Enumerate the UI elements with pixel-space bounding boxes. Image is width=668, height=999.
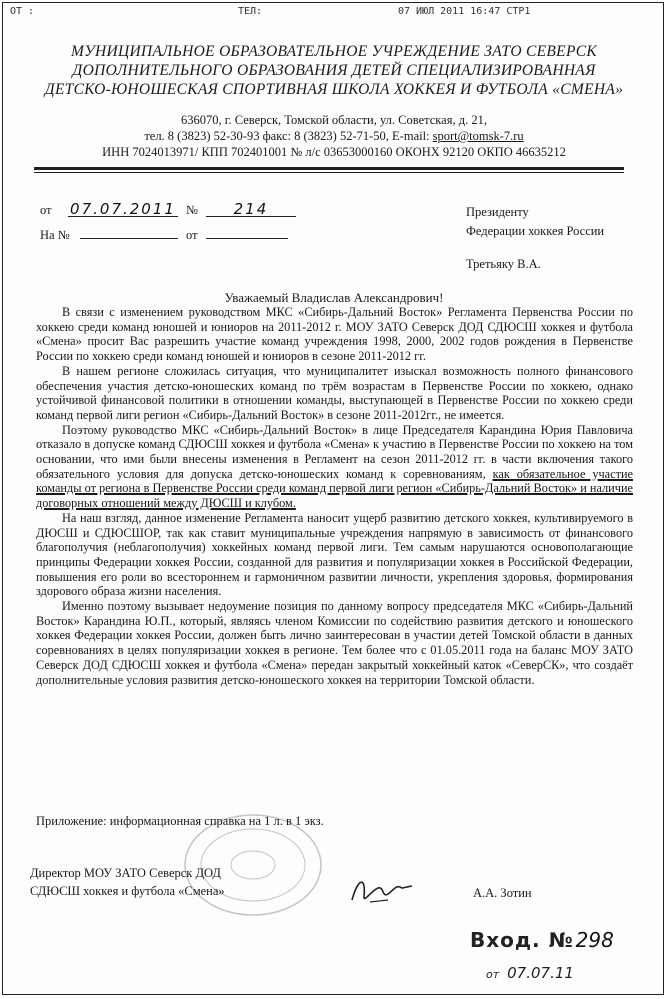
incoming-date-prefix: от (486, 968, 500, 981)
addressee-block (466, 203, 604, 274)
address-line-1: 636070, г. Северск, Томской области, ул. Советская, д. 21, (181, 113, 487, 127)
ref-ot-field (206, 220, 288, 239)
fax-from: ОТ : (10, 6, 35, 17)
letterhead-address (0, 112, 668, 160)
signatory-title (30, 864, 225, 900)
incoming-date: 07.07.11 (507, 964, 574, 982)
paragraph-5: Именно поэтому вызывает недоумение позиция по данному вопросу председателя МКС «Сибирь-Дальний Восток» Карандина Ю.П., который, являясь членом Комиссии по содействию развития детского и юношеского хоккея Федерации хоккея России, должен быть лично заинтересован в участии детей Томской области в данных соревнованиях в целях популяризации хоккея в регионе. Тем более что с 01.05.2011 года на баланс МОУ ЗАТО Северск ДОД СДЮСШ хоккея и футбола «Смена» передан закрытый хоккейный каток «СеверСК», что создаёт дополнительные условия развития детско-юношеского хоккея на территории Томской области. (36, 599, 633, 687)
addressee-line-2: Федерации хоккея России (466, 224, 605, 238)
incoming-date-row (486, 964, 574, 982)
incoming-registration-stamp (470, 928, 614, 952)
fax-datetime: 07 ИЮЛ 2011 16:47 СТР1 (398, 6, 531, 17)
attachment-note: Приложение: информационная справка на 1 л. в 1 экз. (36, 814, 324, 828)
ref-number-label: № (186, 203, 198, 217)
fax-header (6, 4, 662, 22)
addressee-line-1: Президенту (466, 205, 529, 219)
ref-from-label: от (40, 203, 52, 217)
ref-na-field (80, 220, 178, 239)
greeting: Уважаемый Владислав Александрович! (224, 290, 444, 305)
signatory-name: А.А. Зотин (473, 886, 532, 900)
reference-block (40, 198, 296, 242)
address-line-2 (0, 128, 668, 144)
letter-body (36, 305, 633, 687)
org-line-3: ДЕТСКО-ЮНОШЕСКАЯ СПОРТИВНАЯ ШКОЛА ХОККЕЯ И ФУТБОЛА «СМЕНА» (44, 81, 624, 98)
ref-ot-label: от (186, 228, 198, 242)
fax-tel: ТЕЛ: (238, 6, 263, 17)
handwritten-signature (348, 870, 418, 910)
incoming-label: Вход. № (470, 928, 574, 952)
letterhead-organization (0, 42, 668, 99)
ref-date-value: 07.07.2011 (68, 198, 178, 217)
org-line-1: МУНИЦИПАЛЬНОЕ ОБРАЗОВАТЕЛЬНОЕ УЧРЕЖДЕНИЕ ЗАТО СЕВЕРСК (71, 43, 597, 60)
email-link[interactable]: sport@tomsk-7.ru (432, 129, 524, 143)
paragraph-4: На наш взгляд, данное изменение Регламента наносит ущерб развитию детского хоккея, культивируемого в ДЮСШ и СДЮСШОР, так как ставит муниципальные учреждения напрямую в зависимость от финансового благополучия (неблагополучия) хоккейных команд первой лиги. Тем самым нарушаются основополагающие принципы Федерации хоккея России, созданной для развития и популяризации хоккея в Российской Федерации, повышения его роли во всестороннем и гармоничном развитии личности, укрепления здоровья, формирования здорового образа жизни населения. (36, 510, 633, 599)
incoming-number: 298 (575, 928, 614, 952)
address-line-3: ИНН 7024013971/ КПП 702401001 № л/с 03653000160 ОКОНХ 92120 ОКПО 46635212 (102, 145, 566, 159)
ref-outgoing-row (40, 198, 296, 220)
address-phones: тел. 8 (3823) 52-30-93 факс: 8 (3823) 52-71-50, E-mail: (144, 129, 433, 143)
paragraph-3-text: Поэтому руководство МКС «Сибирь-Дальний Восток» в лице Председателя Карандина Юрия Павловича отказало в допуске команд СДЮСШ хоккея и футбола «Смена» к участию в Первенстве России по хоккею на том основании, что ими были внесены изменения в Регламент на сезон 2011-2012 гг. в части включения такого обязательного условия для допуска детско-юношеских команд к соревнованиям, (36, 422, 633, 481)
paragraph-3 (36, 423, 633, 511)
letterhead-divider-thin (34, 172, 624, 173)
addressee-line-3: Третьяку В.А. (466, 257, 541, 271)
signatory-title-line-2: СДЮСШ хоккея и футбола «Смена» (30, 884, 225, 898)
ref-incoming-row (40, 220, 296, 242)
signatory-title-line-1: Директор МОУ ЗАТО Северск ДОД (30, 866, 221, 880)
org-line-2: ДОПОЛНИТЕЛЬНОГО ОБРАЗОВАНИЯ ДЕТЕЙ СПЕЦИАЛИЗИРОВАННАЯ (72, 62, 596, 79)
ref-na-label: На № (40, 228, 70, 242)
letterhead-divider (34, 167, 624, 170)
paragraph-3-underlined: как обязательное участие команды от региона в Первенстве России среди команд первой лиги регион «Сибирь-Дальний Восток» и наличие договорных отношений между ДЮСШ и клубом. (36, 466, 633, 511)
ref-number-value: 214 (206, 198, 296, 217)
paragraph-2: В нашем регионе сложилась ситуация, что муниципалитет изыскал возможность полного финансового обеспечения участия детско-юношеских команд по трём возрастам в Первенстве России по хоккею, однако устойчивой финансовой политики в отношении команды, выступающей в Первенстве России по хоккею среди команд первой лиги регион «Сибирь-Дальний Восток» в сезоне 2011-2012гг., не имеется. (36, 363, 633, 422)
paragraph-1: В связи с изменением руководством МКС «Сибирь-Дальний Восток» Регламента Первенства России по хоккею среди команд юношей и юниоров на 2011-2012 г. МОУ ЗАТО Северск ДОД СДЮСШ хоккея и футбола «Смена» просит Вас разрешить участие команд учреждения 1998, 2000, 2002 годов рождения в Первенстве России по хоккею среди команд юношей и юниоров в сезоне 2011-2012 гг. (36, 305, 633, 364)
